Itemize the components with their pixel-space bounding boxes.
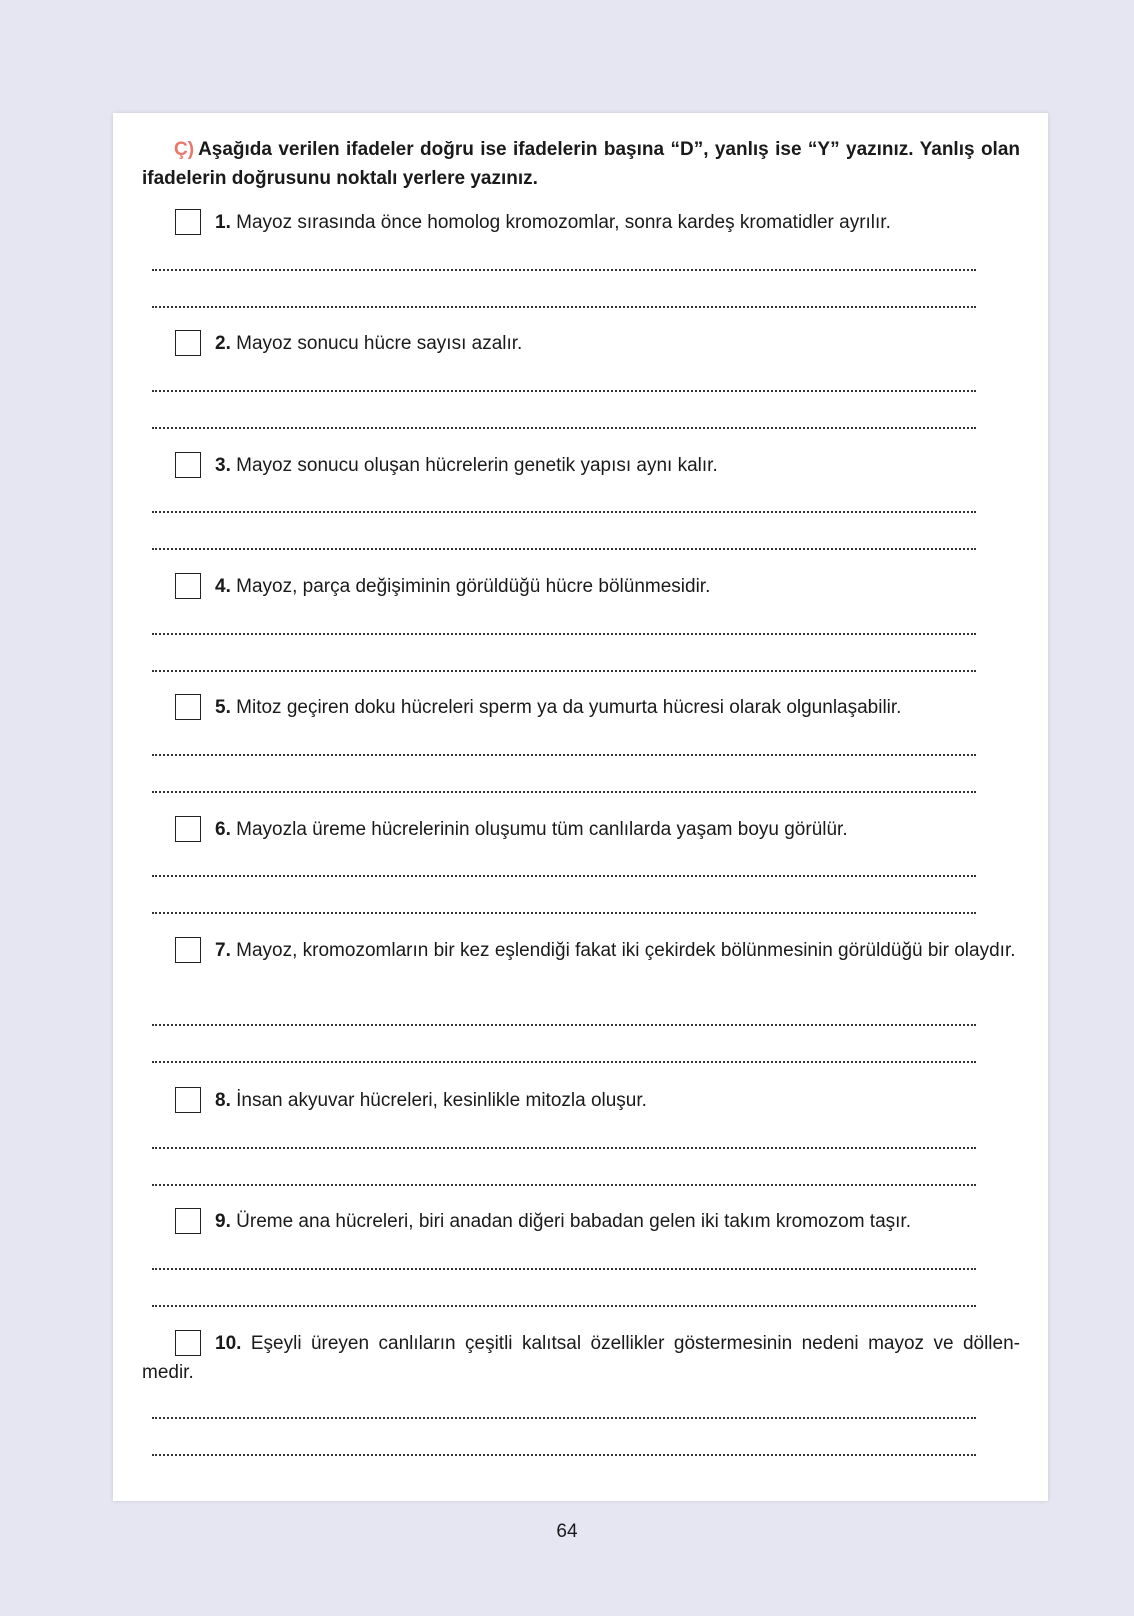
question-text: Mayoz sonucu hücre sayısı azalır.	[236, 333, 523, 354]
worksheet-page	[113, 113, 1048, 1501]
answer-checkbox[interactable]	[175, 694, 201, 720]
question-line	[142, 1086, 1020, 1115]
answer-line[interactable]	[152, 304, 976, 308]
question-text: Mitoz geçiren doku hücreleri sperm ya da yumurta hücresi olarak olgunlaşabilir.	[236, 697, 902, 718]
answer-line[interactable]	[152, 1452, 976, 1456]
answer-line[interactable]	[152, 873, 976, 877]
answer-checkbox[interactable]	[175, 573, 201, 599]
answer-line[interactable]	[152, 388, 976, 392]
page-number: 64	[556, 1521, 578, 1542]
question-number: 4.	[215, 576, 231, 597]
question-item	[142, 693, 1020, 722]
instruction-text: Aşağıda verilen ifadeler doğru ise ifadelerin başına “D”, yanlış ise “Y” yazınız. Yanlış olan ifadelerin doğrusunu noktalı yerlere yazınız.	[142, 139, 1020, 189]
answer-line[interactable]	[152, 910, 976, 914]
answer-line[interactable]	[152, 631, 976, 635]
question-line	[142, 451, 1020, 480]
question-text: Mayoz, kromozomların bir kez eşlendiği fakat iki çekirdek bölünmesinin görüldüğü bir olaydır.	[236, 940, 1016, 961]
question-text: Mayoz sonucu oluşan hücrelerin genetik yapısı aynı kalır.	[236, 455, 718, 476]
answer-checkbox[interactable]	[175, 452, 201, 478]
question-number: 7.	[215, 940, 231, 961]
answer-line[interactable]	[152, 1145, 976, 1149]
question-number: 8.	[215, 1090, 231, 1111]
question-item	[142, 1329, 1020, 1387]
answer-line[interactable]	[152, 1303, 976, 1307]
answer-checkbox[interactable]	[175, 1208, 201, 1234]
question-text: Üreme ana hücreleri, biri anadan diğeri babadan gelen iki takım kromozom taşır.	[236, 1211, 911, 1232]
section-letter: Ç)	[174, 139, 195, 160]
answer-checkbox[interactable]	[175, 330, 201, 356]
question-number: 10.	[215, 1333, 242, 1354]
answer-line[interactable]	[152, 425, 976, 429]
answer-line[interactable]	[152, 509, 976, 513]
question-number: 5.	[215, 697, 231, 718]
answer-line[interactable]	[152, 1415, 976, 1419]
answer-checkbox[interactable]	[175, 816, 201, 842]
question-number: 6.	[215, 819, 231, 840]
question-item	[142, 815, 1020, 844]
answer-checkbox[interactable]	[175, 209, 201, 235]
question-line	[142, 572, 1020, 601]
question-line	[142, 208, 1020, 237]
answer-line[interactable]	[152, 1182, 976, 1186]
question-text: Mayoz, parça değişiminin görüldüğü hücre bölünmesidir.	[236, 576, 711, 597]
question-text: Mayoz sırasında önce homolog kromozomlar, sonra kardeş kromatidler ayrılır.	[236, 212, 891, 233]
question-line	[142, 329, 1020, 358]
question-item	[142, 1207, 1020, 1236]
answer-checkbox[interactable]	[175, 1330, 201, 1356]
answer-line[interactable]	[152, 267, 976, 271]
answer-line[interactable]	[152, 789, 976, 793]
question-number: 9.	[215, 1211, 231, 1232]
question-text: Mayozla üreme hücrelerinin oluşumu tüm canlılarda yaşam boyu görülür.	[236, 819, 848, 840]
section-instructions	[142, 135, 1020, 193]
answer-line[interactable]	[152, 668, 976, 672]
question-line	[142, 936, 1020, 965]
question-item	[142, 572, 1020, 601]
question-number: 2.	[215, 333, 231, 354]
question-item	[142, 1086, 1020, 1115]
answer-checkbox[interactable]	[175, 937, 201, 963]
question-line	[142, 1329, 1020, 1387]
question-item	[142, 208, 1020, 237]
answer-line[interactable]	[152, 752, 976, 756]
answer-line[interactable]	[152, 546, 976, 550]
question-text: İnsan akyuvar hücreleri, kesinlikle mitozla oluşur.	[236, 1090, 647, 1111]
answer-line[interactable]	[152, 1266, 976, 1270]
question-number: 1.	[215, 212, 231, 233]
answer-line[interactable]	[152, 1022, 976, 1026]
question-line	[142, 815, 1020, 844]
question-item	[142, 936, 1020, 965]
question-number: 3.	[215, 455, 231, 476]
question-line	[142, 1207, 1020, 1236]
question-text: Eşeyli üreyen canlıların çeşitli kalıtsal özellikler göstermesinin nedeni mayoz ve döllen-medir.	[142, 1333, 1020, 1383]
question-item	[142, 329, 1020, 358]
question-item	[142, 451, 1020, 480]
question-line	[142, 693, 1020, 722]
answer-line[interactable]	[152, 1059, 976, 1063]
answer-checkbox[interactable]	[175, 1087, 201, 1113]
